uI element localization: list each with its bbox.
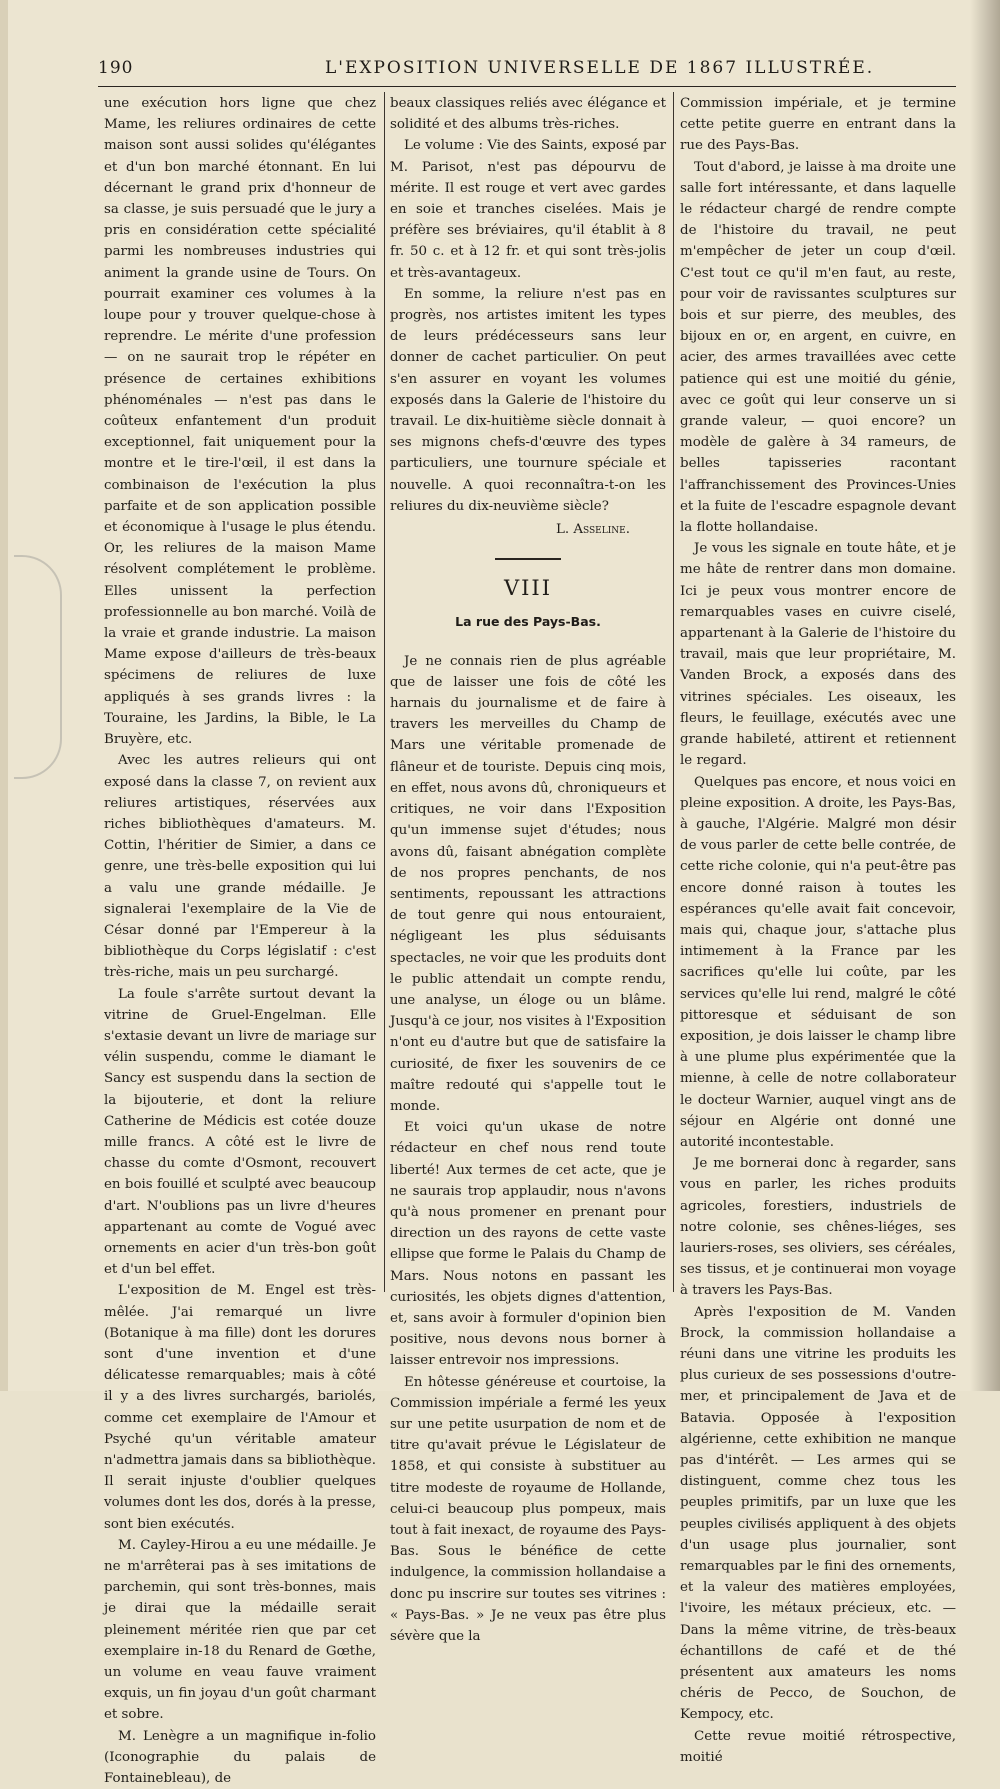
paragraph: Cette revue moitié rétrospective, moitié: [680, 1728, 956, 1765]
paragraph: La foule s'arrête surtout devant la vitrine de Gruel-Engelman. Elle s'extasie devant un livre de mariage sur vélin suspendu, comme le diamant le Sancy est suspendu dans la section de la bijouterie, et dont la reliure Catherine de Médicis est cotée douze mille francs. A côté est le livre de chasse du comte d'Osmont, recouvert en bois fouillé et sculpté avec beaucoup d'art. N'oublions pas un livre d'heures appartenant au comte de Vogué avec ornements en acier d'un très-bon goût et d'un bel effet.: [104, 986, 377, 1278]
paragraph: En somme, la reliure n'est pas en progrès, nos artistes imitent les types de leurs prédécesseurs sans leur donner de cachet particulier. On peut s'en assurer en voyant les volumes exposés dans la Galerie de l'histoire du travail. Le dix-huitième siècle donnait à ses mignons chefs-d'œuvre des types particuliers, une tournure spéciale et nouvelle. A quoi reconnaîtra-t-on les reliures du dix-neuvième siècle?: [390, 286, 666, 514]
paragraph: M. Lenègre a un magnifique in-folio (Iconographie du palais de Fontainebleau), de: [104, 1728, 376, 1787]
page-edge-shadow: [970, 0, 1000, 1391]
page-left-edge: [0, 0, 8, 1391]
paragraph: Avec les autres relieurs qui ont exposé dans la classe 7, on revient aux reliures artistiques, réservées aux riches bibliothèques d'amateurs. M. Cottin, l'héritier de Simier, a dans ce genre, une très-belle exposition qui lui a valu une grande médaille. Je signalerai l'exemplaire de la Vie de César donné par l'Empereur à la bibliothèque du Corps législatif : c'est très-riche, mais un peu surchargé.: [104, 753, 376, 981]
header-rule: [98, 86, 956, 87]
paragraph: Je me bornerai donc à regarder, sans vous en parler, les riches produits agricoles, forestiers, industriels de notre colonie, ses chênes-liéges, ses lauriers-roses, ses oliviers, ses céréales, ses tissus, et je continuerai mon voyage à travers les Pays-Bas.: [680, 1156, 956, 1299]
column-divider-1: [384, 92, 385, 1292]
paragraph: M. Cayley-Hirou a eu une médaille. Je ne m'arrêterai pas à ses imitations de parchemin, qui sont très-bonnes, mais je dirai que la médaille serait pleinement méritée rien que par cet exemplaire in-18 du Renard de Gœthe, un volume en veau fauve vraiment exquis, un fin joyau d'un goût charmant et sobre.: [104, 1537, 376, 1723]
paragraph: Je vous les signale en toute hâte, et je me hâte de rentrer dans mon domaine. Ici je peux vous montrer encore de remarquables vases en cuivre ciselé, appartenant à la Galerie de l'histoire du travail, mais que leur propriétaire, M. Vanden Brock, a exposés dans des vitrines spéciales. Les oiseaux, les fleurs, le feuillage, exécutés avec une grande habileté, attirent et retiennent le regard.: [680, 541, 956, 769]
running-title: L'EXPOSITION UNIVERSELLE DE 1867 ILLUSTRÉE.: [325, 58, 875, 78]
column-2: [390, 93, 666, 1647]
paragraph: Quelques pas encore, et nous voici en pleine exposition. A droite, les Pays-Bas, à gauche, l'Algérie. Malgré mon désir de vous parler de cette belle contrée, de cette riche colonie, qui n'a peut-être pas encore donné raison à toutes les espérances qu'elle avait fait concevoir, mais qui, chaque jour, s'attache plus intimement à la France par les sacrifices qu'elle lui coûte, par les services qu'elle lui rend, malgré le côté pittoresque et séduisant de son exposition, je dois laisser le champ libre à une plume plus expérimentée que la mienne, à celle de notre collaborateur le docteur Warnier, auquel vingt ans de séjour en Algérie ont donné une autorité incontestable.: [680, 774, 956, 1150]
page-header: [98, 58, 958, 84]
column-3: [680, 93, 956, 1768]
column-divider-2: [673, 92, 674, 1292]
paragraph: Commission impériale, et je termine cette petite guerre en entrant dans la rue des Pays-Bas.: [680, 96, 956, 154]
paragraph: Je ne connais rien de plus agréable que de laisser une fois de côté les harnais du journalisme et de faire à travers les merveilles du Champ de Mars une véritable promenade de flâneur et de touriste. Depuis cinq mois, en effet, nous avons dû, chroniqueurs et critiques, ne voir dans l'Exposition qu'un immense sujet d'études; nous avons dû, faisant abnégation complète de nos propres penchants, de nos sentiments, repoussant les attractions de tout genre qui nous entouraient, négligeant les plus séduisants spectacles, ne voir que les produits dont le public attendait un compte rendu, une analyse, un éloge ou un blâme. Jusqu'à ce jour, nos visites à l'Exposition n'ont eu d'autre but que de satisfaire la curiosité, de fixer les souvenirs de ce maître redouté qui s'appelle tout le monde.: [390, 653, 666, 1114]
paragraph: Après l'exposition de M. Vanden Brock, la commission hollandaise a réuni dans une vitrine les produits les plus curieux de ses possessions d'outre-mer, et principalement de Java et de Batavia. Opposée à l'exposition algérienne, cette exhibition ne manque pas d'intérêt. — Les armes qui se distinguent, comme chez tous les peuples primitifs, par un luxe que les peuples civilisés appliquent à des objets d'un usage plus journalier, sont remarquables par le fini des ornements, et la valeur des matières employées, l'ivoire, les métaux précieux, etc. — Dans la même vitrine, de très-beaux échantillons de café et de thé présentent aux amateurs les noms chéris de Pecco, de Souchon, de Kempocy, etc.: [680, 1304, 956, 1723]
paragraph: Tout d'abord, je laisse à ma droite une salle fort intéressante, et dans laquelle le rédacteur chargé de rendre compte de l'histoire du travail, ne peut m'empêcher de jeter un coup d'œil. C'est tout ce qu'il m'en faut, au reste, pour voir de ravissantes sculptures sur bois et sur pierre, des meubles, des bijoux en or, en argent, en cuivre, en acier, des armes travaillées avec cette patience qui est une moitié du génie, avec ce goût qui leur conserve un si grande valeur, — quoi encore? un modèle de galère à 34 rameurs, de belles tapisseries racontant l'affranchissement des Provinces-Unies et la fuite de l'escadre espagnole devant la flotte hollandaise.: [680, 159, 956, 536]
article-signature: L. Asseline.: [555, 522, 630, 538]
paragraph: Et voici qu'un ukase de notre rédacteur en chef nous rend toute liberté! Aux termes de cet acte, que je ne saurais trop applaudir, nous n'avons qu'à nous promener en prenant pour direction un des rayons de cette vaste ellipse que forme le Palais du Champ de Mars. Nous notons en passant les curiosités, les objets dignes d'attention, et, sans avoir à formuler d'opinion bien positive, nous devons nous borner à laisser entrevoir nos impressions.: [390, 1120, 666, 1369]
paragraph: beaux classiques reliés avec élégance et solidité et des albums très-riches.: [390, 96, 666, 133]
section-divider: [495, 558, 561, 560]
paragraph: une exécution hors ligne que chez Mame, les reliures ordinaires de cette maison sont aussi solides qu'élégantes et d'un bon marché étonnant. En lui décernant le grand prix d'honneur de sa classe, je suis persuadé que le jury a pris en considération cette spécialité parmi les nombreuses industries qui animent la grande usine de Tours. On pourrait examiner ces volumes à la loupe pour y trouver quelque-chose à reprendre. Le mérite d'une profession — on ne saurait trop le répéter en présence de certaines exhibitions phénoménales — n'est pas dans le coûteux enfantement d'un produit exceptionnel, fait uniquement pour la montre et le tire-l'œil, il est dans la combinaison de l'exécution la plus parfaite et de son application possible et économique à l'usage le plus étendu. Or, les reliures de la maison Mame résolvent complétement le problème. Elles unissent la perfection professionnelle au bon marché. Voilà de la vraie et grande industrie. La maison Mame expose d'ailleurs de très-beaux spécimens de reliures de luxe appliqués à ses grands livres : la Touraine, les Jardins, la Bible, le La Bruyère, etc.: [104, 96, 376, 748]
section-number: VIII: [503, 576, 553, 601]
binding-clip-shadow: [14, 555, 62, 779]
page-number: 190: [98, 58, 134, 78]
paragraph: En hôtesse généreuse et courtoise, la Commission impériale a fermé les yeux sur une petite usurpation de nom et de titre qu'avait prévue le Législateur de 1858, et qui consiste à substituer au titre modeste de royaume de Hollande, celui-ci beaucoup plus pompeux, mais tout à fait inexact, de royaume des Pays-Bas. Sous le bénéfice de cette indulgence, la commission hollandaise a donc pu inscrire sur toutes ses vitrines : « Pays-Bas. » Je ne veux pas être plus sévère que la: [390, 1374, 666, 1645]
paragraph: L'exposition de M. Engel est très-mêlée. J'ai remarqué un livre (Botanique à ma fille) dont les dorures sont d'une invention et d'une délicatesse remarquables; mais à côté il y a des livres surchargés, bariolés, comme cet exemplaire de l'Amour et Psyché qu'un véritable amateur n'admettra jamais dans sa bibliothèque. Il serait injuste d'oublier quelques volumes dont les dos, dorés à la presse, sont bien exécutés.: [104, 1283, 376, 1532]
paragraph: Le volume : Vie des Saints, exposé par M. Parisot, n'est pas dépourvu de mérite. Il est rouge et vert avec gardes en soie et tranches ciselées. Mais je préfère ses bréviaires, qu'il établit à 8 fr. 50 c. et à 12 fr. et qui sont très-jolis et très-avantageux.: [390, 138, 666, 281]
section-title: La rue des Pays-Bas.: [455, 614, 601, 630]
column-1: [104, 93, 376, 1789]
